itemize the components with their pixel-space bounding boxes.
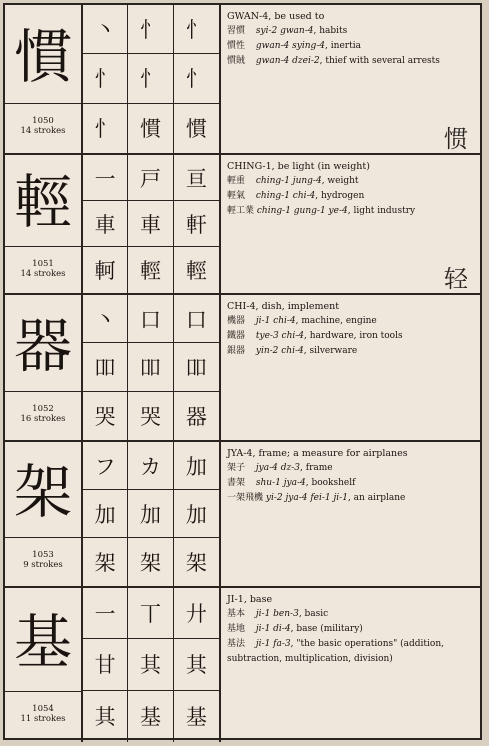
compound-romanization: ching-1 gung-1 ye-4 [256,206,348,216]
stroke-step: 輕 [128,247,173,293]
compound-gloss: , bookshelf [305,478,356,488]
entry-number-box [5,537,81,586]
stroke-order-grid [83,155,221,293]
stroke-step: フ [83,442,128,490]
stroke-step: 哭 [83,392,128,440]
example-compound [227,476,476,491]
stroke-step: 口 [174,295,219,343]
stroke-order-grid [83,5,221,153]
definition-block [227,159,476,293]
compound-romanization: yi-2 jya-4 fei-1 ji-1 [265,493,348,503]
stroke-step: 其 [128,639,173,690]
stroke-order-grid [83,588,221,742]
compound-characters: 習慣 [227,26,246,36]
compound-characters: 鐵器 [227,331,246,341]
stroke-step: 甘 [83,639,128,690]
compound-gloss: , an airplane [347,493,406,503]
simplified-form: 轻 [444,265,468,293]
compound-characters: 基法 [227,639,246,649]
main-character-cell [5,5,83,153]
compound-romanization: gwan-4 sying-4 [255,41,326,51]
headword-definition: CHI-4, dish, implement [227,301,340,312]
example-compound [227,344,476,359]
stroke-count: 16 strokes [20,414,66,424]
main-character: 輕 [13,168,72,236]
example-compound [227,174,476,189]
compound-characters: 輕重 [227,176,246,186]
stroke-step: 器 [185,404,207,429]
compound-gloss: , thief with several arrests [319,56,440,66]
main-character-cell [5,588,83,742]
stroke-step: 吅 [128,343,173,391]
compound-gloss: , hardware, iron tools [304,331,403,341]
compound-gloss: , frame [300,463,333,473]
compound-romanization: tye-3 chi-4 [255,331,305,341]
stroke-step: 忄 [83,54,128,103]
entry-number-box [5,103,81,153]
compound-characters: 基本 [227,609,246,619]
entry-number: 1053 [32,550,54,560]
compound-gloss: , light industry [347,206,416,216]
main-character: 架 [13,458,72,526]
stroke-step: 基 [128,691,173,742]
stroke-step: 丶 [83,5,128,54]
example-compound [227,607,476,622]
stroke-step: 加 [174,442,219,490]
main-character: 基 [13,608,72,676]
compound-romanization: ching-1 chi-4 [255,191,316,201]
stroke-step: 忄 [128,54,173,103]
example-compound [227,329,476,344]
stroke-step: 忄 [174,5,219,54]
headword-definition: JYA-4, frame; a measure for airplanes [227,448,408,459]
stroke-step: 其 [83,691,128,742]
stroke-step: 車 [128,201,173,247]
compound-characters: 機器 [227,316,246,326]
stroke-step: 一 [83,588,128,639]
main-character-cell [5,295,83,440]
example-compound [227,314,476,329]
main-character: 器 [13,312,72,380]
entry-number-box [5,391,81,440]
stroke-step: 廾 [174,588,219,639]
compound-characters: 輕氣 [227,191,246,201]
stroke-step: 忄 [174,54,219,103]
compound-characters: 銀器 [227,346,246,356]
stroke-step: 軒 [174,201,219,247]
stroke-step: 車 [83,201,128,247]
stroke-order-grid [83,295,221,440]
entry-number: 1051 [32,259,54,269]
stroke-step: 慣 [128,104,173,153]
stroke-step: 吅 [83,343,128,391]
stroke-step: 架 [128,538,173,586]
compound-characters: 慣性 [227,41,246,51]
definition-block [227,592,476,742]
entry-number: 1054 [32,704,54,714]
stroke-step: 哭 [128,392,173,440]
headword-definition: CHING-1, be light (in weight) [227,161,370,172]
stroke-step: 加 [83,490,128,538]
definition-block [227,446,476,586]
stroke-step: 加 [128,490,173,538]
character-entry [5,588,480,742]
stroke-step: 忄 [83,104,128,153]
stroke-step: 架 [185,551,207,575]
compound-characters: 輕工業 [227,206,255,216]
main-character-cell [5,442,83,586]
compound-romanization: ji-1 fa-3 [255,639,291,649]
compound-romanization: shu-1 jya-4 [255,478,306,488]
character-entry [5,442,480,588]
stroke-step: 戸 [128,155,173,201]
dictionary-page [3,3,482,740]
example-compound [227,461,476,476]
compound-gloss: , "the basic operations" (addition, subtraction, multiplication, division) [227,639,444,664]
stroke-step: 一 [83,155,128,201]
stroke-step: 吅 [174,343,219,391]
compound-characters: 慣賊 [227,56,246,66]
compound-gloss: , inertia [325,41,361,51]
definition-block [227,299,476,440]
character-entry [5,5,480,155]
stroke-count: 14 strokes [20,126,66,136]
compound-romanization: ji-1 di-4 [255,624,291,634]
stroke-step: 亘 [174,155,219,201]
compound-gloss: , weight [321,176,359,186]
compound-gloss: , hydrogen [315,191,365,201]
stroke-step: 忄 [128,5,173,54]
compound-gloss: , habits [313,26,348,36]
compound-romanization: jya-4 dz-3 [255,463,301,473]
compound-romanization: ji-1 ben-3 [255,609,299,619]
example-compound [227,622,476,637]
stroke-step: 丅 [128,588,173,639]
character-entry [5,155,480,295]
stroke-step: 慣 [185,117,207,142]
stroke-count: 14 strokes [20,269,66,279]
stroke-order-grid [83,442,221,586]
example-compound [227,204,476,219]
headword-definition: GWAN-4, be used to [227,11,325,22]
compound-gloss: , machine, engine [295,316,377,326]
compound-gloss: , silverware [303,346,358,356]
compound-gloss: , base (military) [290,624,363,634]
compound-romanization: syi-2 gwan-4 [255,26,314,36]
stroke-step: カ [128,442,173,490]
stroke-step: 其 [174,639,219,690]
simplified-form: 惯 [444,125,468,153]
entry-number-box [5,691,81,742]
example-compound [227,637,476,667]
compound-romanization: ji-1 chi-4 [255,316,296,326]
compound-characters: 一架飛機 [227,493,264,503]
example-compound [227,39,476,54]
compound-characters: 架子 [227,463,246,473]
headword-definition: JI-1, base [227,594,273,605]
stroke-step: 架 [83,538,128,586]
compound-characters: 基地 [227,624,246,634]
example-compound [227,189,476,204]
stroke-step: 軻 [83,247,128,293]
compound-romanization: yin-2 chi-4 [255,346,304,356]
main-character-cell [5,155,83,293]
definition-block [227,9,476,153]
stroke-step: 丶 [83,295,128,343]
stroke-count: 9 strokes [23,560,63,570]
stroke-step: 輕 [185,259,207,283]
example-compound [227,24,476,39]
compound-characters: 書架 [227,478,246,488]
example-compound [227,54,476,69]
example-compound [227,491,476,506]
compound-romanization: gwan-4 dzei-2 [255,56,320,66]
compound-gloss: , basic [298,609,329,619]
entry-number: 1050 [32,116,54,126]
character-entry [5,295,480,442]
entry-number: 1052 [32,404,54,414]
stroke-step: 加 [174,490,219,538]
stroke-step: 基 [185,705,207,730]
main-character: 慣 [13,23,72,91]
stroke-count: 11 strokes [20,714,66,724]
compound-romanization: ching-1 jung-4 [255,176,322,186]
entry-number-box [5,246,81,293]
stroke-step: 口 [128,295,173,343]
